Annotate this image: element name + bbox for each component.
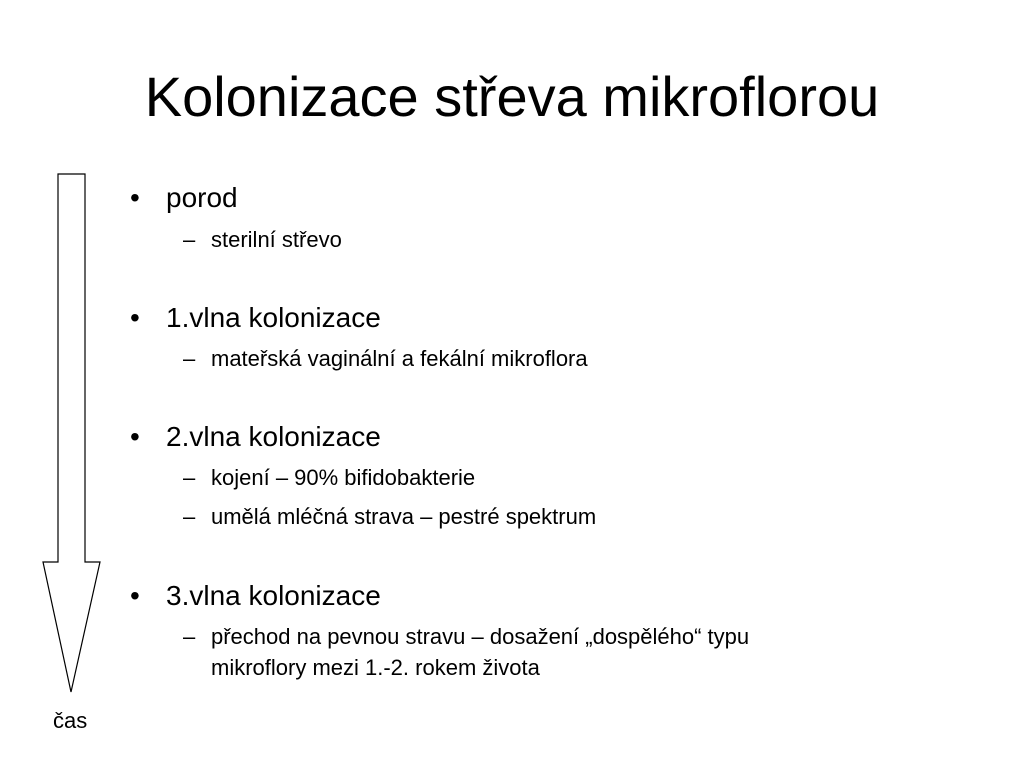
bullet-item [130,420,381,454]
sub-bullet-text: umělá mléčná strava – pestré spektrum [211,504,597,529]
sub-bullet-text: přechod na pevnou stravu – dosažení „dospělého“ typu [211,624,750,649]
sub-bullet-text: sterilní střevo [211,227,342,252]
sub-bullet-marker: – [183,346,196,371]
sub-bullet-item [183,344,588,374]
sub-bullet-marker: – [183,624,196,649]
sub-bullet-item [183,622,750,652]
sub-bullet-item [183,463,476,493]
bullet-marker: • [130,182,140,213]
slide-title: Kolonizace střeva mikroflorou [144,65,880,128]
bullet-text: 1.vlna kolonizace [166,302,381,333]
bullet-item [130,181,238,215]
sub-bullet-text: mateřská vaginální a fekální mikroflora [211,346,588,371]
bullet-text: 2.vlna kolonizace [166,421,381,452]
sub-bullet-text: kojení – 90% bifidobakterie [211,465,476,490]
bullet-item [130,579,381,613]
bullet-marker: • [130,302,140,333]
sub-bullet-item [183,502,597,532]
bullet-marker: • [130,421,140,452]
bullet-item [130,301,381,335]
sub-bullet-item [183,225,342,255]
time-axis-label: čas [53,708,88,733]
sub-bullet-continuation [211,653,540,683]
sub-bullet-marker: – [183,465,196,490]
bullet-text: porod [166,182,238,213]
sub-bullet-marker: – [183,227,196,252]
bullet-text: 3.vlna kolonizace [166,580,381,611]
sub-bullet-text: mikroflory mezi 1.-2. rokem života [211,655,540,680]
bullet-marker: • [130,580,140,611]
sub-bullet-marker: – [183,504,196,529]
timeline-arrow-icon [40,172,102,696]
